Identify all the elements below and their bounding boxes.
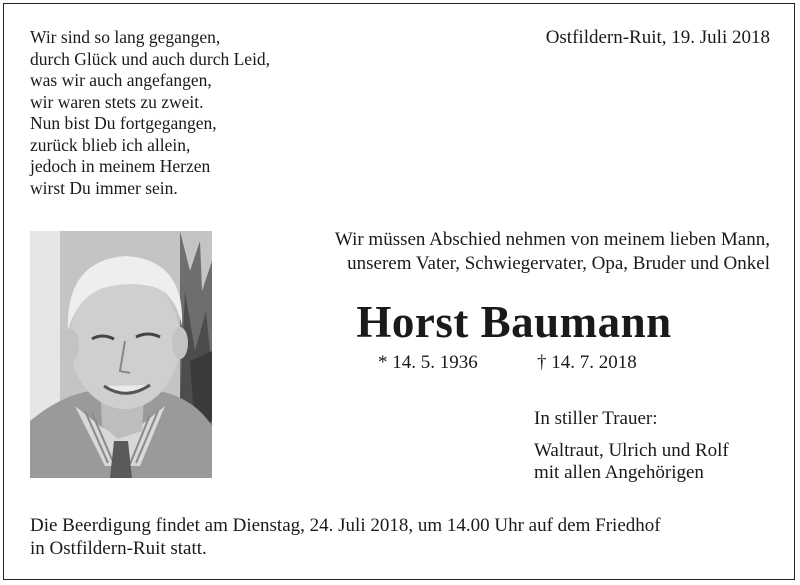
portrait-illustration (30, 231, 212, 478)
poem-line: Nun bist Du fortgegangen, (30, 113, 217, 133)
funeral-notice (30, 515, 661, 560)
poem-line: jedoch in meinem Herzen (30, 156, 211, 176)
deceased-name: Horst Baumann (356, 297, 672, 347)
poem-line: durch Glück und auch durch Leid, (30, 48, 271, 69)
funeral-line: in Ostfildern-Ruit statt. (30, 537, 207, 559)
mourner-names: Waltraut, Ulrich und Rolf (534, 439, 729, 461)
poem-line: zurück blieb ich allein, (30, 134, 191, 155)
mourning-heading: In stiller Trauer: (534, 408, 658, 429)
poem-line: Wir sind so lang gegangen, (30, 27, 221, 47)
intro-line: Wir müssen Abschied nehmen von meinem lieben Mann, (334, 229, 770, 250)
poem-line: wirst Du immer sein. (30, 177, 178, 198)
intro-line: unserem Vater, Schwiegervater, Opa, Bruder und Onkel (347, 253, 770, 274)
birth-date: * 14. 5. 1936 (378, 352, 478, 373)
memorial-poem (30, 27, 270, 199)
poem-line: was wir auch angefangen, (30, 70, 212, 90)
portrait-photo (30, 231, 212, 478)
place-date: Ostfildern-Ruit, 19. Juli 2018 (545, 27, 770, 48)
poem-line: wir waren stets zu zweit. (30, 91, 204, 112)
mourners-block (534, 408, 729, 485)
farewell-intro (335, 228, 770, 276)
funeral-line: Die Beerdigung findet am Dienstag, 24. Juli 2018, um 14.00 Uhr auf dem Friedhof (30, 515, 661, 536)
death-date: † 14. 7. 2018 (537, 352, 637, 373)
mourner-relatives: mit allen Angehörigen (534, 462, 704, 483)
